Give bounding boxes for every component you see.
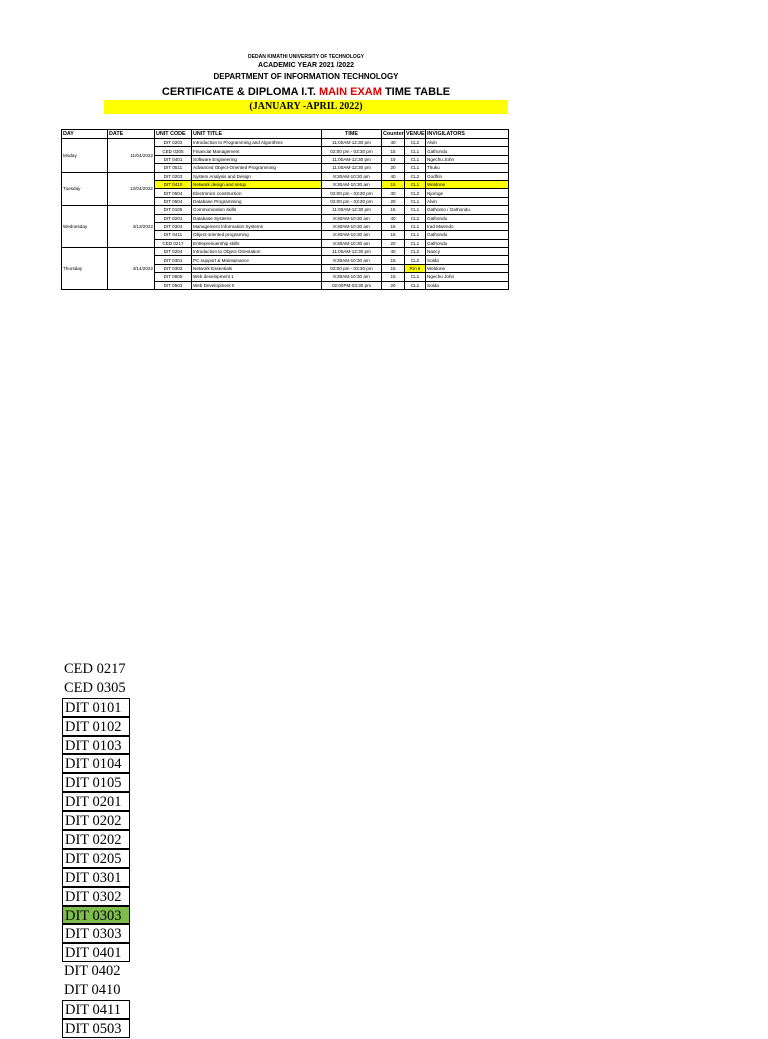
counter-cell: 40: [382, 172, 405, 180]
venue-cell: CL2: [405, 172, 426, 180]
column-header: UNIT TITLE: [192, 130, 322, 139]
exam-period: (JANUARY -APRIL 2022): [104, 100, 508, 114]
invigilators-cell: Irad Mwendo: [426, 222, 509, 230]
unit-code-cell: DIT 0503: [155, 281, 192, 289]
unit-code-cell: DIT 0410: [155, 180, 192, 188]
title-part-1: CERTIFICATE & DIPLOMA I.T.: [161, 86, 319, 98]
counter-cell: 15: [382, 222, 405, 230]
unit-code-cell: DIT 0401: [155, 155, 192, 163]
time-cell: 8:30AM-10:30 am: [322, 231, 382, 239]
venue-cell: CL1: [405, 147, 426, 155]
invigilators-cell: Ngechu John: [426, 273, 509, 281]
unit-code-item: DIT 0410: [64, 982, 121, 999]
unit-code-item: DIT 0102: [62, 717, 130, 736]
table-row: [62, 206, 509, 214]
unit-title-cell: Software Engineering: [192, 155, 322, 163]
invigilators-cell: Gathondu: [426, 231, 509, 239]
day-cell: Wednesday: [62, 206, 108, 248]
unit-code-item: DIT 0302: [62, 887, 130, 906]
counter-cell: 15: [382, 231, 405, 239]
time-cell: 8:30AM-10:30 am: [322, 273, 382, 281]
unit-code-cell: DIT 0204: [155, 248, 192, 256]
time-cell: 02:00 pm - 03:30 pm: [322, 189, 382, 197]
academic-year: ACADEMIC YEAR 2021 /2022: [258, 62, 354, 69]
table-row: [62, 172, 509, 180]
venue-cell: CL1: [405, 197, 426, 205]
unit-title-cell: Object oriented programing: [192, 231, 322, 239]
time-cell: 8:30AM-10:30 am: [322, 172, 382, 180]
unit-code-cell: DIT 0105: [155, 206, 192, 214]
university-name: DEDAN KIMATHI UNIVERSITY OF TECHNOLOGY: [248, 54, 364, 60]
date-cell: 4/13/2022: [108, 206, 155, 248]
unit-code-list: [62, 660, 130, 1038]
unit-code-cell: DIT 0504: [155, 197, 192, 205]
unit-title-cell: Database Programming: [192, 197, 322, 205]
venue-cell: CL1: [405, 180, 426, 188]
venue-cell: CL2: [405, 248, 426, 256]
table-header-row: [62, 130, 509, 139]
counter-cell: 20: [382, 164, 405, 172]
invigilators-cell: Alvin: [426, 197, 509, 205]
unit-title-cell: Database Systems: [192, 214, 322, 222]
unit-title-cell: Introduction to Object Orientation: [192, 248, 322, 256]
venue-cell: CL2: [405, 139, 426, 147]
counter-cell: 15: [382, 180, 405, 188]
venue-cell: Rm 6: [405, 264, 426, 272]
unit-code-item: DIT 0401: [62, 943, 130, 962]
counter-cell: 20: [382, 239, 405, 247]
invigilators-cell: Weldone: [426, 264, 509, 272]
date-cell: 4/14/2022: [108, 248, 155, 290]
date-cell: 12/04/2022: [108, 172, 155, 206]
unit-code-item: DIT 0411: [62, 1000, 130, 1019]
unit-code-cell: DIT 0203: [155, 172, 192, 180]
counter-cell: 15: [382, 147, 405, 155]
venue-cell: CL1: [405, 155, 426, 163]
unit-title-cell: PC support & Maintainance: [192, 256, 322, 264]
unit-code-item: DIT 0202: [62, 830, 130, 849]
time-cell: 8:30AM-10:30 am: [322, 222, 382, 230]
unit-code-cell: DIT 0411: [155, 231, 192, 239]
column-header: VENUE: [406, 130, 425, 137]
venue-cell: CL1: [405, 231, 426, 239]
counter-cell: 20: [382, 197, 405, 205]
table-body: [62, 139, 509, 290]
unit-code-cell: DIT 0202: [155, 139, 192, 147]
unit-code-cell: DIT 0504: [155, 189, 192, 197]
invigilators-cell: Njoroge: [426, 189, 509, 197]
venue-cell: CL1: [405, 281, 426, 289]
time-cell: 02:00 pm - 03:30 pm: [322, 264, 382, 272]
unit-code-item: DIT 0103: [62, 736, 130, 755]
document-title: [104, 86, 508, 98]
counter-cell: 40: [382, 139, 405, 147]
exam-timetable: [61, 129, 509, 290]
venue-cell: CL1: [405, 273, 426, 281]
unit-code-item: DIT 0301: [62, 868, 130, 887]
day-cell: Moday: [62, 139, 108, 173]
unit-code-item: DIT 0101: [62, 698, 130, 717]
title-part-2: TIME TABLE: [381, 86, 451, 98]
day-cell: Tuesday: [62, 172, 108, 206]
unit-title-cell: Web development 1: [192, 273, 322, 281]
invigilators-cell: Thuku: [426, 164, 509, 172]
unit-title-cell: Financial Management: [192, 147, 322, 155]
time-cell: 8:30AM-10:30 am: [322, 214, 382, 222]
unit-code-item: DIT 0202: [62, 811, 130, 830]
table-row: [62, 248, 509, 256]
time-cell: 8:30AM-10:30 am: [322, 239, 382, 247]
counter-cell: 15: [382, 206, 405, 214]
time-cell: 11:00AM-12:30 pm: [322, 139, 382, 147]
unit-code-cell: DIT 0201: [155, 214, 192, 222]
counter-cell: 15: [382, 256, 405, 264]
invigilators-cell: Alvin: [426, 139, 509, 147]
unit-code-item: DIT 0104: [62, 754, 130, 773]
time-cell: 8:30AM-10:30 am: [322, 180, 382, 188]
department-name: DEPARTMENT OF INFORMATION TECHNOLOGY: [213, 72, 399, 81]
time-cell: 11:00AM-12:30 pm: [322, 164, 382, 172]
venue-cell: CL2: [405, 189, 426, 197]
time-cell: 11:00AM-12:30 pm: [322, 248, 382, 256]
unit-title-cell: Management Information Systems: [192, 222, 322, 230]
unit-code-cell: DIT 0303: [155, 222, 192, 230]
unit-title-cell: Electronics construction: [192, 189, 322, 197]
date-cell: 11/04/2022: [108, 139, 155, 173]
unit-code-item: DIT 0105: [62, 773, 130, 792]
counter-cell: 15: [382, 155, 405, 163]
counter-cell: 40: [382, 248, 405, 256]
invigilators-cell: Gathomo / Gathondu: [426, 206, 509, 214]
invigilators-cell: Gathondu: [426, 147, 509, 155]
day-cell: Thursday: [62, 248, 108, 290]
column-header: TIME: [322, 130, 382, 139]
counter-cell: 20: [382, 281, 405, 289]
counter-cell: 40: [382, 214, 405, 222]
title-main-exam: MAIN EXAM: [318, 86, 382, 98]
venue-cell: CL1: [405, 222, 426, 230]
invigilators-cell: Gathondu: [426, 239, 509, 247]
invigilators-cell: Ngechu John: [426, 155, 509, 163]
unit-title-cell: Network design and setup: [192, 180, 322, 188]
unit-code-item: DIT 0303: [62, 906, 130, 925]
time-cell: 11:00AM-12:30 pm: [322, 155, 382, 163]
column-header: DAY: [62, 130, 108, 139]
venue-cell: CL1: [405, 164, 426, 172]
venue-cell: CL1: [405, 239, 426, 247]
time-cell: 02:00 pm - 03:30 pm: [322, 147, 382, 155]
column-header: INVIGILATORS: [426, 130, 509, 139]
unit-title-cell: Network Essentials: [192, 264, 322, 272]
unit-code-item: CED 0305: [64, 679, 126, 696]
time-cell: 02:00PM-03:30 pm: [322, 281, 382, 289]
unit-code-item: DIT 0402: [64, 963, 121, 980]
invigilators-cell: Weldone: [426, 180, 509, 188]
unit-code-cell: DIT 0301: [155, 256, 192, 264]
unit-code-item: DIT 0205: [62, 849, 130, 868]
counter-cell: 15: [382, 264, 405, 272]
invigilators-cell: Godfrin: [426, 172, 509, 180]
invigilators-cell: Gathondu: [426, 214, 509, 222]
column-header: UNIT CODE: [155, 130, 192, 139]
invigilators-cell: Solda: [426, 281, 509, 289]
unit-code-item: DIT 0503: [62, 1019, 130, 1038]
time-cell: 11:00AM-12:30 pm: [322, 206, 382, 214]
venue-cell: CL2: [405, 214, 426, 222]
unit-code-item: DIT 0201: [62, 792, 130, 811]
unit-title-cell: Web Development II: [192, 281, 322, 289]
unit-title-cell: System Analysis and Design: [192, 172, 322, 180]
venue-cell: CL2: [405, 256, 426, 264]
unit-title-cell: Entreprenuership skills: [192, 239, 322, 247]
unit-code-cell: CED 0305: [155, 147, 192, 155]
time-cell: 8:30AM-10:30 am: [322, 256, 382, 264]
unit-title-cell: Communication skills: [192, 206, 322, 214]
column-header: Counter: [383, 130, 404, 137]
time-cell: 02:00 pm - 03:30 pm: [322, 197, 382, 205]
invigilators-cell: Nancy: [426, 248, 509, 256]
unit-code-cell: DIT 0302: [155, 264, 192, 272]
table-row: [62, 139, 509, 147]
unit-code-item: DIT 0303: [62, 924, 130, 943]
venue-cell: CL1: [405, 206, 426, 214]
counter-cell: 15: [382, 273, 405, 281]
counter-cell: 30: [382, 189, 405, 197]
unit-code-item: CED 0217: [64, 661, 126, 677]
unit-code-cell: DIT 0511: [155, 164, 192, 172]
unit-code-cell: CED 0217: [155, 239, 192, 247]
column-header: DATE: [108, 130, 155, 139]
unit-code-cell: DIT 0605: [155, 273, 192, 281]
unit-title-cell: Introduction to Programming and Algorithms: [192, 139, 322, 147]
unit-title-cell: Advanced Object-Oriented Programming: [192, 164, 322, 172]
invigilators-cell: Solda: [426, 256, 509, 264]
